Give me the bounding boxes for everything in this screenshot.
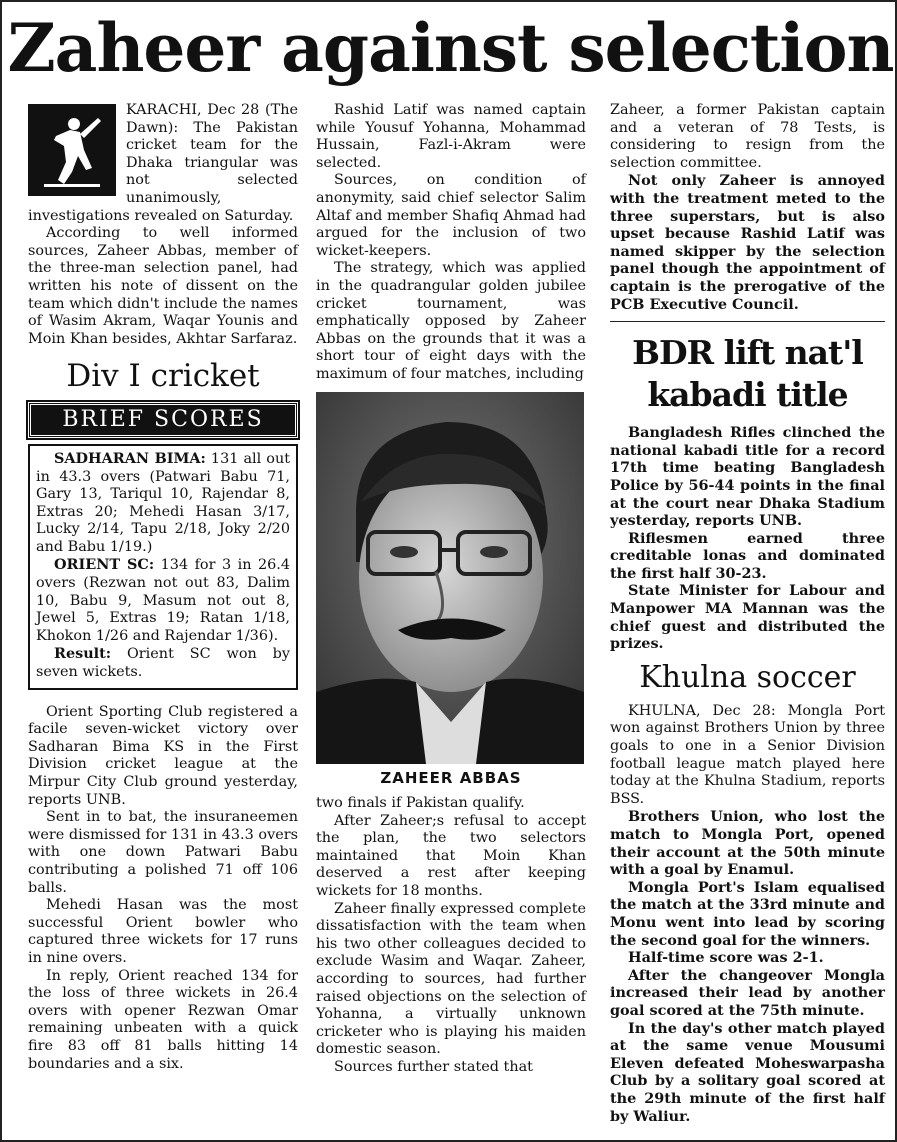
zaheer-abbas-photo xyxy=(316,392,584,764)
article-paragraph: Bangladesh Rifles clinched the national kabadi title for a record 17th time beating Bangladesh Police by 56-44 points in the final at the court near Dhaka Stadium yesterday, reports UNB. xyxy=(610,424,885,530)
score-team-label: ORIENT SC: xyxy=(54,556,155,574)
article-paragraph: Sources, on condition of anonymity, said chief selector Salim Altaf and member Shafiq Ahmad had argued for the inclusion of two wicket-keepers. xyxy=(316,172,586,259)
article-paragraph: Brothers Union, who lost the match to Mongla Port, opened their account at the 50th minute with a goal by Enamul. xyxy=(610,808,885,879)
column-3 xyxy=(610,102,885,1125)
result-label: Result: xyxy=(54,645,112,663)
score-result xyxy=(36,645,290,681)
bdr-kabadi-heading: BDR lift nat'l kabadi title xyxy=(632,333,863,415)
article-paragraph: The strategy, which was applied in the quadrangular golden jubilee cricket tournament, was emphatically opposed by Zaheer Abbas on the grounds that it was a short tour of eight days with the maximum of four matches, including xyxy=(316,260,586,382)
article-paragraph: After Zaheer;s refusal to accept the plan, the two selectors maintained that Moin Khan deserved a rest after keeping wickets for 18 months. xyxy=(316,812,586,900)
article-paragraph: In the day's other match played at the same venue Mousumi Eleven defeated Moheswarpasha Club by a solitary goal scored at the 29th minute of the first half by Waliur. xyxy=(610,1019,885,1125)
article-paragraph: two finals if Pakistan qualify. xyxy=(316,795,525,812)
article-paragraph: Zaheer, a former Pakistan captain and a veteran of 78 Tests, is considering to resign from the selection committee. xyxy=(610,102,885,171)
article-paragraph: After the changeover Mongla increased their lead by another goal scored at the 75th minute. xyxy=(610,966,885,1019)
article-paragraph: Orient Sporting Club registered a facile seven-wicket victory over Sadharan Bima KS in the First Division cricket league at the Mirpur City Club ground yesterday, reports UNB. xyxy=(28,703,298,808)
khulna-soccer-heading: Khulna soccer xyxy=(639,659,856,695)
portrait-image xyxy=(316,392,584,764)
article-paragraph: Rashid Latif was named captain while Yousuf Yohanna, Mohammad Hussain, Fazl-i-Akram were selected. xyxy=(316,102,586,171)
article-paragraph: KARACHI, Dec 28 (The Dawn): The Pakistan cricket team for the Dhaka triangular was not selected unanimously, investigations revealed on Saturday. xyxy=(28,102,298,224)
article-paragraph: State Minister for Labour and Manpower MA Mannan was the chief guest and distributed the prizes. xyxy=(610,582,885,653)
cricket-logo-icon xyxy=(28,104,116,196)
score-orient xyxy=(36,556,290,645)
article-paragraph: Sources further stated that xyxy=(334,1059,533,1075)
article-paragraph: KHULNA, Dec 28: Mongla Port won against Brothers Union by three goals to one in a Senior Division football league match played here today at the Khulna Stadium, reports BSS. xyxy=(610,702,885,807)
article-paragraph: In reply, Orient reached 134 for the loss of three wickets in 26.4 overs with opener Rezwan Omar remaining unbeaten with a quick fire 83 off 81 balls hitting 14 boundaries and a six. xyxy=(28,967,298,1072)
divider xyxy=(610,321,885,322)
score-team-label: SADHARAN BIMA: xyxy=(54,449,206,467)
page-title: Zaheer against selection xyxy=(7,9,894,87)
column-1 xyxy=(28,102,298,1073)
score-sadharan xyxy=(36,450,290,557)
result-detail: Orient SC won by seven wickets. xyxy=(36,646,290,681)
article-paragraph: Mehedi Hasan was the most successful Orient bowler who captured three wickets for 17 runs in nine overs. xyxy=(28,897,298,966)
score-detail: 131 all out in 43.3 overs (Patwari Babu 71, Gary 13, Tariqul 10, Rajendar 8, Extras 20; Mehedi Hasan 3/17, Lucky 2/14, Tapu 2/18, Joky 2/20 and Babu 1/19.) xyxy=(36,450,290,555)
article-paragraph: Not only Zaheer is annoyed with the treatment meted to the three superstars, but is also upset because Rashid Latif was named skipper by the selection panel though the appointment of captain is the prerogative of the PCB Executive Council. xyxy=(610,172,885,313)
article-paragraph: Sent in to bat, the insuraneemen were dismissed for 131 in 43.3 overs with one down Patwari Babu contributing a polished 71 off 106 balls. xyxy=(28,809,298,896)
photo-caption: ZAHEER ABBAS xyxy=(380,768,522,787)
article-paragraph: According to well informed sources, Zaheer Abbas, member of the three-man selection panel, had written his note of dissent on the team which didn't include the names of Wasim Akram, Waqar Younis and Moin Khan besides, Akhtar Sarfaraz. xyxy=(28,225,298,347)
column-2 xyxy=(316,102,586,1077)
article-paragraph: Zaheer finally expressed complete dissatisfaction with the team when his two other colleagues decided to exclude Wasim and Waqar. Zaheer, according to sources, had further raised objections on the selection of Yohanna, a virtually unknown cricketer who is playing his maiden domestic season. xyxy=(316,900,586,1058)
score-box xyxy=(28,444,298,690)
brief-scores-banner: BRIEF SCORES xyxy=(28,402,298,438)
score-detail: 134 for 3 in 26.4 overs (Rezwan not out 83, Dalim 10, Babu 9, Masum not out 8, Jewel 5, Extras 19; Ratan 1/18, Khokon 1/26 and Rajendar 1/36). xyxy=(36,557,290,644)
article-paragraph: Half-time score was 2-1. xyxy=(628,949,824,967)
article-paragraph: Mongla Port's Islam equalised the match at the 33rd minute and Monu went into lead by scoring the second goal for the winners. xyxy=(610,878,885,949)
article-paragraph: Riflesmen earned three creditable lonas and dominated the first half 30-23. xyxy=(610,529,885,582)
div-cricket-heading: Div I cricket xyxy=(66,358,260,395)
